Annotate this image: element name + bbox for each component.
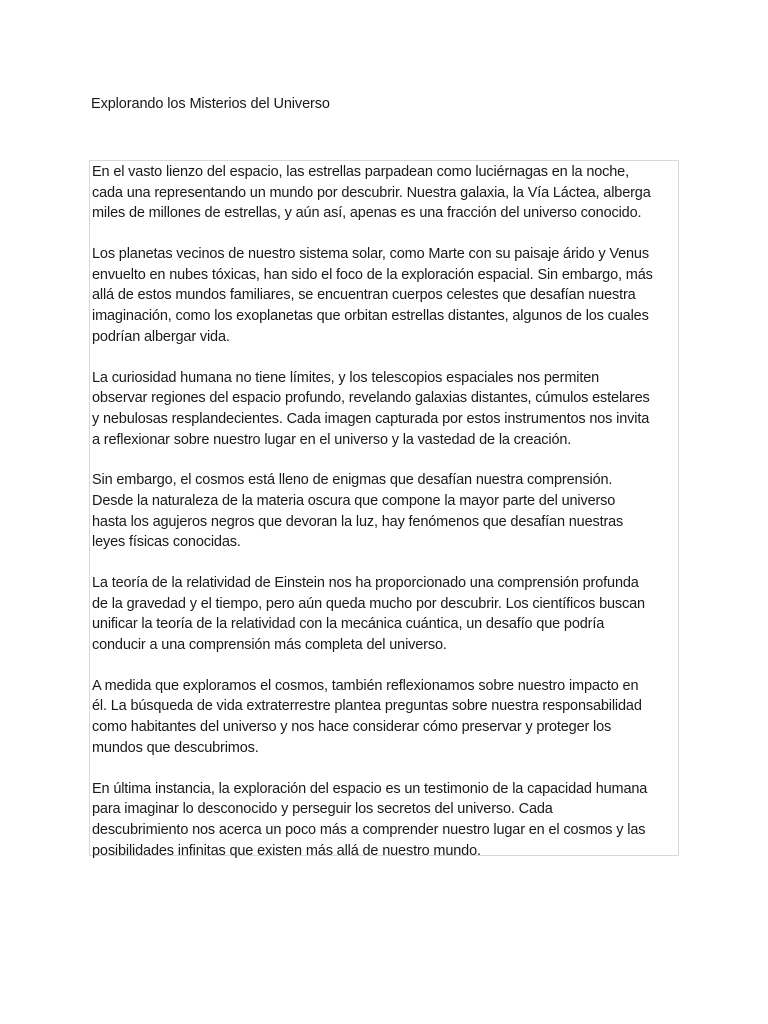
text-box — [89, 160, 679, 859]
text-line: En última instancia, la exploración del espacio es un testimonio de la capacidad humana — [92, 780, 648, 797]
text-line: unificar la teoría de la relatividad con la mecánica cuántica, un desafío que podría — [92, 616, 605, 633]
text-line: como habitantes del universo y nos hace considerar cómo preservar y proteger los — [92, 719, 612, 736]
text-line: Los planetas vecinos de nuestro sistema solar, como Marte con su paisaje árido y Venus — [92, 246, 649, 263]
paragraph — [92, 368, 678, 451]
paragraph — [92, 244, 678, 347]
text-line: él. La búsqueda de vida extraterrestre plantea preguntas sobre nuestra responsabilidad — [92, 698, 642, 715]
text-line: En el vasto lienzo del espacio, las estrellas parpadean como luciérnagas en la noche, — [92, 164, 629, 180]
text-line: imaginación, como los exoplanetas que orbitan estrellas distantes, algunos de los cuales — [92, 308, 649, 325]
text-line: Desde la naturaleza de la materia oscura que compone la mayor parte del universo — [92, 492, 616, 509]
paragraph — [92, 470, 678, 553]
text-line: leyes físicas conocidas. — [92, 534, 241, 551]
text-line: podrían albergar vida. — [92, 328, 230, 345]
text-line: conducir a una comprensión más completa del universo. — [92, 637, 447, 654]
text-line: Sin embargo, el cosmos está lleno de enigmas que desafían nuestra comprensión. — [92, 472, 613, 489]
text-line: para imaginar lo desconocido y perseguir los secretos del universo. Cada — [92, 801, 553, 818]
text-line: y nebulosas resplandecientes. Cada imagen capturada por estos instrumentos nos invita — [92, 410, 650, 427]
text-line: a reflexionar sobre nuestro lugar en el universo y la vastedad de la creación. — [92, 431, 572, 448]
text-line: allá de estos mundos familiares, se encuentran cuerpos celestes que desafían nuestra — [92, 287, 636, 304]
text-line: posibilidades infinitas que existen más allá de nuestro mundo. — [92, 842, 481, 859]
text-line: A medida que exploramos el cosmos, también reflexionamos sobre nuestro impacto en — [92, 677, 639, 694]
text-line: cada una representando un mundo por descubrir. Nuestra galaxia, la Vía Láctea, alberga — [92, 184, 651, 201]
text-line: La curiosidad humana no tiene límites, y los telescopios espaciales nos permiten — [92, 369, 600, 386]
text-line: miles de millones de estrellas, y aún así, apenas es una fracción del universo conocido. — [92, 205, 642, 222]
text-line: La teoría de la relatividad de Einstein nos ha proporcionado una comprensión profunda — [92, 575, 639, 591]
text-line: descubrimiento nos acerca un poco más a comprender nuestro lugar en el cosmos y las — [92, 821, 646, 838]
paragraph — [92, 162, 678, 224]
paragraph — [92, 573, 678, 656]
text-line: de la gravedad y el tiempo, pero aún queda mucho por descubrir. Los científicos buscan — [92, 595, 645, 612]
text-line: hasta los agujeros negros que devoran la luz, hay fenómenos que desafían nuestras — [92, 513, 624, 530]
text-line: mundos que descubrimos. — [92, 739, 259, 756]
text-line: envuelto en nubes tóxicas, han sido el foco de la exploración espacial. Sin embargo, más — [92, 266, 653, 283]
text-line: observar regiones del espacio profundo, revelando galaxias distantes, cúmulos estelares — [92, 390, 650, 407]
document-title: Explorando los Misterios del Universo — [91, 96, 330, 112]
paragraph — [92, 676, 678, 759]
paragraph — [92, 779, 678, 862]
